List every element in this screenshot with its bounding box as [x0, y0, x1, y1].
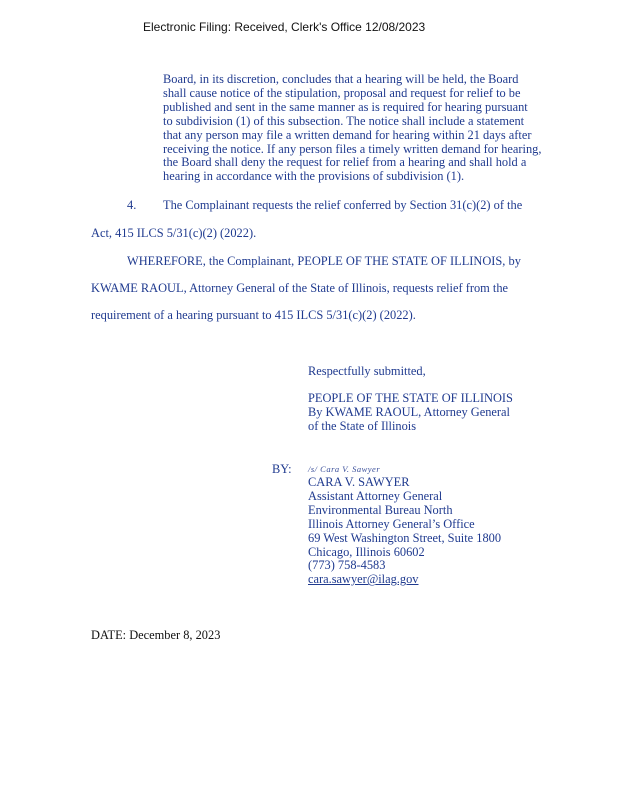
by-label: BY:	[272, 462, 292, 476]
quote-line: the Board shall deny the request for relief from a hearing and shall hold a	[163, 155, 527, 170]
quote-line: Board, in its discretion, concludes that a hearing will be held, the Board	[163, 72, 519, 86]
email-link[interactable]: cara.sawyer@ilag.gov	[308, 572, 419, 587]
quote-line: hearing in accordance with the provisions of subdivision (1).	[163, 169, 465, 184]
attorney-line: 69 West Washington Street, Suite 1800	[308, 530, 502, 545]
quote-line: that any person may file a written demand for hearing within 21 days after	[163, 127, 532, 142]
attorney-line: (773) 758-4583	[308, 558, 386, 573]
wherefore-line-1: WHEREFORE, the Complainant, PEOPLE OF THE STATE OF ILLINOIS, by	[127, 254, 521, 268]
date-line	[91, 628, 220, 643]
closing	[308, 365, 426, 379]
wherefore-line-2: KWAME RAOUL, Attorney General of the State of Illinois, requests relief from the	[91, 281, 509, 295]
date-value: December 8, 2023	[129, 628, 221, 642]
date-label: DATE:	[91, 628, 127, 642]
party-block	[308, 392, 513, 434]
quote-line: to subdivision (1) of this subsection. The notice shall include a statement	[163, 113, 525, 128]
quote-line: receiving the notice. If any person files a timely written demand for hearing,	[163, 141, 542, 156]
party-line: PEOPLE OF THE STATE OF ILLINOIS	[308, 391, 513, 405]
filing-header: Electronic Filing: Received, Clerk's Office 12/08/2023	[143, 20, 426, 34]
attorney-block	[308, 476, 501, 587]
party-line: of the State of Illinois	[308, 418, 417, 433]
attorney-line: CARA V. SAWYER	[308, 475, 410, 489]
closing-text: Respectfully submitted,	[308, 364, 426, 378]
attorney-line: Assistant Attorney General	[308, 488, 443, 503]
attorney-line: Chicago, Illinois 60602	[308, 544, 425, 559]
attorney-line: Environmental Bureau North	[308, 502, 453, 517]
paragraph-4-line-2: Act, 415 ILCS 5/31(c)(2) (2022).	[91, 226, 257, 240]
wherefore-line-3: requirement of a hearing pursuant to 415 ILCS 5/31(c)(2) (2022).	[91, 308, 416, 322]
party-line: By KWAME RAOUL, Attorney General	[308, 404, 510, 419]
paragraph-number: 4.	[127, 198, 137, 212]
quote-line: published and sent in the same manner as is required for hearing pursuant	[163, 99, 528, 114]
quote-line: shall cause notice of the stipulation, proposal and request for relief to be	[163, 85, 521, 100]
electronic-signature: /s/ Cara V. Sawyer	[308, 464, 381, 474]
attorney-line: Illinois Attorney General’s Office	[308, 516, 475, 531]
paragraph-4-line-1: The Complainant requests the relief conferred by Section 31(c)(2) of the	[163, 198, 523, 212]
quoted-statute	[163, 73, 541, 184]
